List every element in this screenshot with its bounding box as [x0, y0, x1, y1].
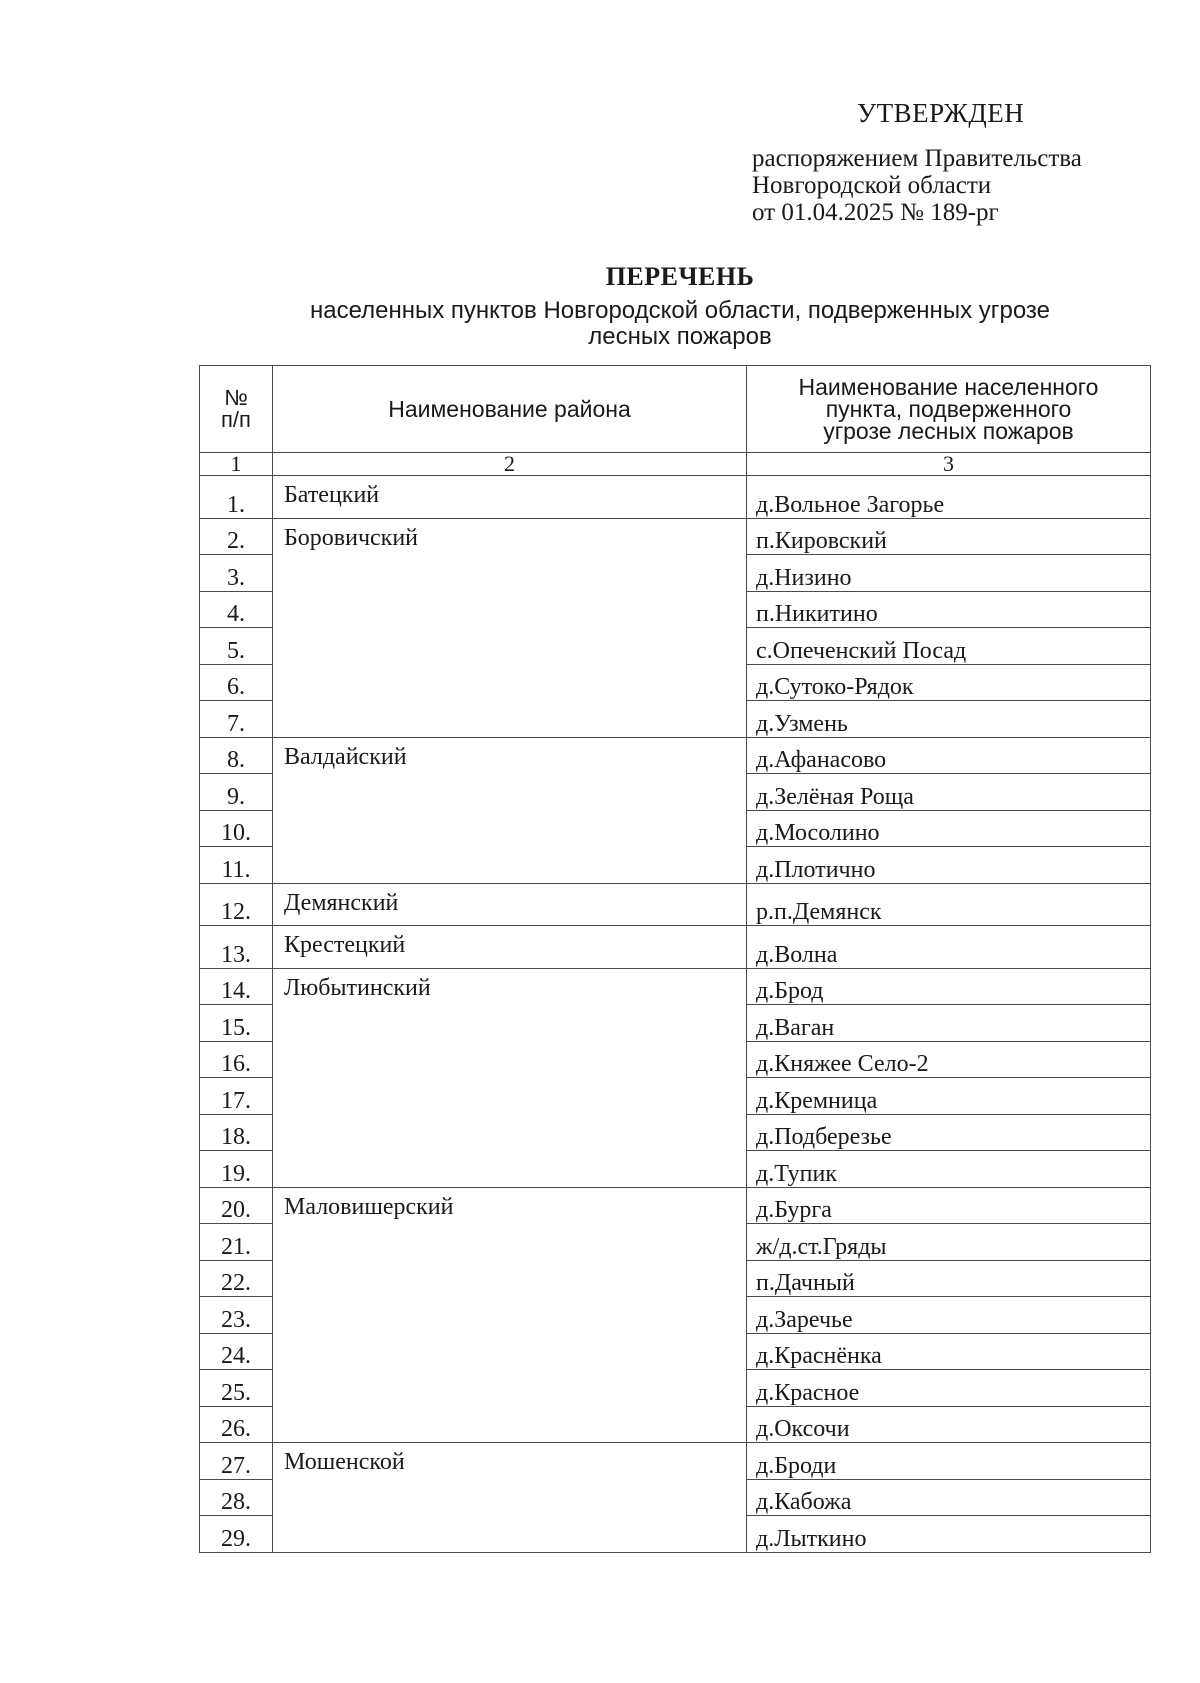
header-number-symbol: №	[224, 385, 248, 410]
header-district: Наименование района	[273, 366, 747, 453]
column-number: 3	[747, 453, 1151, 476]
document-subtitle-line-1: населенных пунктов Новгородской области, подверженных угрозе	[310, 297, 1050, 324]
row-number: 11.	[200, 847, 273, 884]
header-settlement-line-1: Наименование населенного	[798, 374, 1099, 400]
settlement-name: д.Заречье	[747, 1297, 1151, 1334]
row-number: 6.	[200, 664, 273, 701]
settlement-name: д.Оксочи	[747, 1406, 1151, 1443]
approval-title: УТВЕРЖДЕН	[857, 98, 1025, 128]
column-number: 1	[200, 453, 273, 476]
header-number	[200, 366, 273, 453]
row-number: 10.	[200, 810, 273, 847]
settlement-name: д.Низино	[747, 555, 1151, 592]
settlement-name: д.Ваган	[747, 1005, 1151, 1042]
row-number: 16.	[200, 1041, 273, 1078]
approval-line-2: Новгородской области	[752, 172, 992, 199]
header-settlement-line-2: пункта, подверженного	[825, 396, 1072, 422]
settlement-name: д.Броди	[747, 1443, 1151, 1480]
district-name: Боровичский	[273, 518, 747, 737]
district-name: Крестецкий	[273, 926, 747, 969]
header-settlement-line-3: угрозе лесных пожаров	[823, 418, 1074, 444]
approval-line-3: от 01.04.2025 № 189-рг	[752, 199, 999, 226]
settlements-table	[199, 365, 1151, 1553]
settlement-name: д.Мосолино	[747, 810, 1151, 847]
document-subtitle-line-2: лесных пожаров	[588, 323, 772, 350]
row-number: 12.	[200, 883, 273, 926]
district-name: Валдайский	[273, 737, 747, 883]
row-number: 3.	[200, 555, 273, 592]
table-row	[200, 518, 1151, 555]
header-settlement	[747, 366, 1151, 453]
row-number: 9.	[200, 774, 273, 811]
header-number-abbr: п/п	[221, 407, 251, 432]
settlement-name: ж/д.ст.Гряды	[747, 1224, 1151, 1261]
table-row	[200, 1443, 1151, 1480]
row-number: 22.	[200, 1260, 273, 1297]
row-number: 14.	[200, 968, 273, 1005]
district-name: Демянский	[273, 883, 747, 926]
settlement-name: д.Зелёная Роща	[747, 774, 1151, 811]
row-number: 17.	[200, 1078, 273, 1115]
table-row	[200, 476, 1151, 519]
settlement-name: д.Подберезье	[747, 1114, 1151, 1151]
row-number: 21.	[200, 1224, 273, 1261]
settlement-name: д.Тупик	[747, 1151, 1151, 1188]
settlement-name: д.Бурга	[747, 1187, 1151, 1224]
settlement-name: п.Кировский	[747, 518, 1151, 555]
district-name: Маловишерский	[273, 1187, 747, 1443]
table-row	[200, 1187, 1151, 1224]
row-number: 18.	[200, 1114, 273, 1151]
settlement-name: д.Лыткино	[747, 1516, 1151, 1553]
settlement-name: д.Узмень	[747, 701, 1151, 738]
table-header-row	[200, 366, 1151, 453]
settlement-name: д.Афанасово	[747, 737, 1151, 774]
settlement-name: д.Княжее Село-2	[747, 1041, 1151, 1078]
settlement-name: д.Волна	[747, 926, 1151, 969]
approval-line-1: распоряжением Правительства	[752, 145, 1082, 172]
district-name: Мошенской	[273, 1443, 747, 1553]
row-number: 15.	[200, 1005, 273, 1042]
approval-block	[752, 100, 1082, 226]
row-number: 27.	[200, 1443, 273, 1480]
table-row	[200, 883, 1151, 926]
row-number: 7.	[200, 701, 273, 738]
settlement-name: р.п.Демянск	[747, 883, 1151, 926]
settlement-name: с.Опеченский Посад	[747, 628, 1151, 665]
settlement-name: д.Вольное Загорье	[747, 476, 1151, 519]
row-number: 2.	[200, 518, 273, 555]
table-body	[200, 476, 1151, 1553]
row-number: 19.	[200, 1151, 273, 1188]
settlement-name: п.Дачный	[747, 1260, 1151, 1297]
row-number: 8.	[200, 737, 273, 774]
table-row	[200, 926, 1151, 969]
document-heading	[200, 262, 1160, 350]
document-title: ПЕРЕЧЕНЬ	[605, 262, 755, 291]
settlement-name: д.Кремница	[747, 1078, 1151, 1115]
table-row	[200, 968, 1151, 1005]
row-number: 23.	[200, 1297, 273, 1334]
row-number: 13.	[200, 926, 273, 969]
column-numbers-row	[200, 453, 1151, 476]
row-number: 4.	[200, 591, 273, 628]
row-number: 29.	[200, 1516, 273, 1553]
row-number: 5.	[200, 628, 273, 665]
settlement-name: п.Никитино	[747, 591, 1151, 628]
column-number: 2	[273, 453, 747, 476]
row-number: 24.	[200, 1333, 273, 1370]
settlement-name: д.Кабожа	[747, 1479, 1151, 1516]
settlement-name: д.Сутоко-Рядок	[747, 664, 1151, 701]
table-row	[200, 737, 1151, 774]
settlement-name: д.Красное	[747, 1370, 1151, 1407]
district-name: Любытинский	[273, 968, 747, 1187]
row-number: 28.	[200, 1479, 273, 1516]
row-number: 20.	[200, 1187, 273, 1224]
row-number: 26.	[200, 1406, 273, 1443]
settlement-name: д.Краснёнка	[747, 1333, 1151, 1370]
district-name: Батецкий	[273, 476, 747, 519]
settlement-name: д.Плотично	[747, 847, 1151, 884]
row-number: 25.	[200, 1370, 273, 1407]
row-number: 1.	[200, 476, 273, 519]
settlement-name: д.Брод	[747, 968, 1151, 1005]
